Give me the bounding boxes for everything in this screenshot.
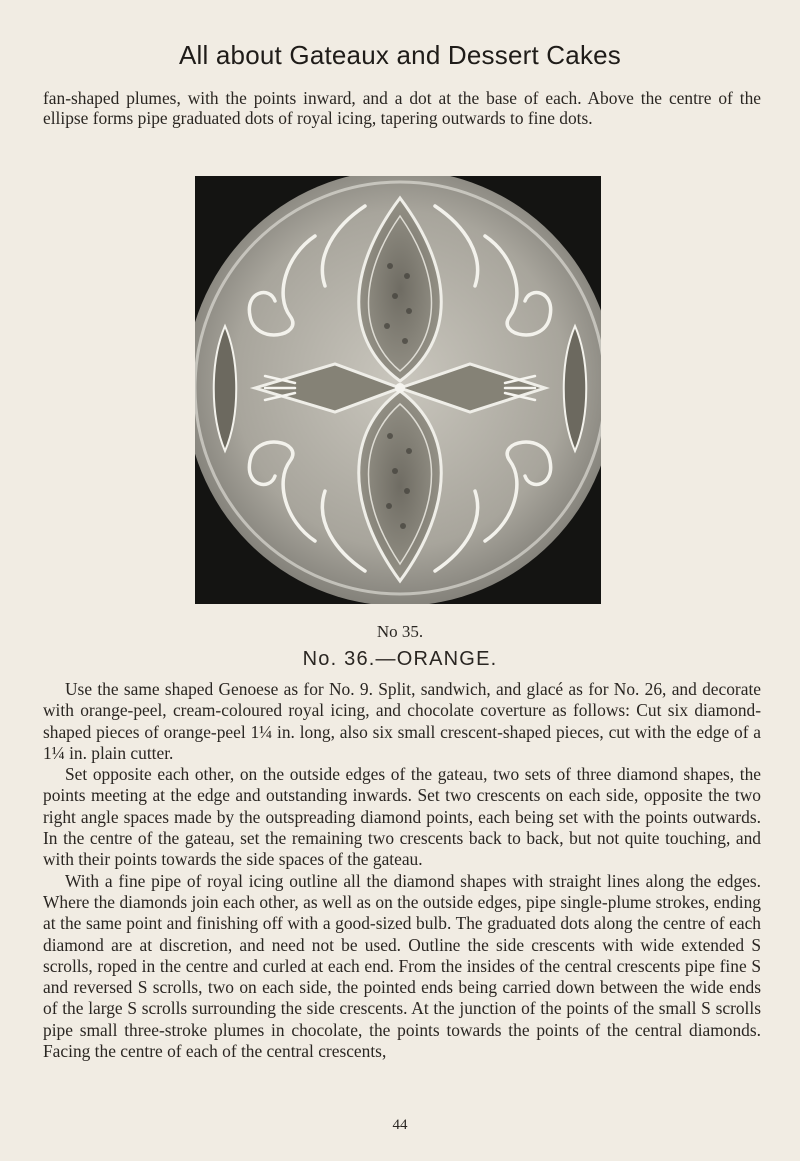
intro-paragraph: fan-shaped plumes, with the points inward, and a dot at the base of each. Above the centre of the ellipse forms pipe graduated dots of royal icing, tapering outwards to fine dots. [43, 88, 761, 128]
recipe-heading: No. 36.—ORANGE. [302, 648, 498, 670]
page-title: All about Gateaux and Dessert Cakes [178, 40, 622, 70]
page-number: 44 [392, 1117, 408, 1133]
figure-caption: No 35. [376, 622, 424, 641]
recipe-paragraph: With a fine pipe of royal icing outline all the diamond shapes with straight lines along the edges. Where the diamonds join each other, as well as on the outside edges, pipe single-plume strokes, ending at the same point and finishing off with a good-sized bulb. The graduated dots along the centre of each diamond are at discretion, and need not be used. Outline the side crescents with wide extended S scrolls, roped in the centre and curled at each end. From the insides of the central crescents pipe fine S and reversed S scrolls, two on each side, the pointed ends being carried down between the wide ends of the large S scrolls surrounding the side crescents. At the junction of the points of the small S scrolls pipe small three-stroke plumes in chocolate, the points towards the points of the central diamonds. Facing the centre of each of the central crescents, [43, 870, 761, 1062]
recipe-body [43, 679, 761, 1062]
gateau-photo [195, 176, 601, 604]
gateau-photo-illustration [195, 176, 601, 604]
recipe-paragraph: Use the same shaped Genoese as for No. 9. Split, sandwich, and glacé as for No. 26, and decorate with orange-peel, cream-coloured royal icing, and chocolate coverture as follows: Cut six diamond-shaped pieces of orange-peel 1¼ in. long, also six small crescent-shaped pieces, cut with the edge of a 1¼ in. plain cutter. [43, 679, 761, 763]
recipe-paragraph: Set opposite each other, on the outside edges of the gateau, two sets of three diamond shapes, the points meeting at the edge and outstanding inwards. Set two crescents on each side, opposite the two right angle spaces made by the outspreading diamond points, each being set with the points outwards. In the centre of the gateau, set the remaining two crescents back to back, but not quite touching, and with their points towards the side spaces of the gateau. [43, 764, 761, 870]
